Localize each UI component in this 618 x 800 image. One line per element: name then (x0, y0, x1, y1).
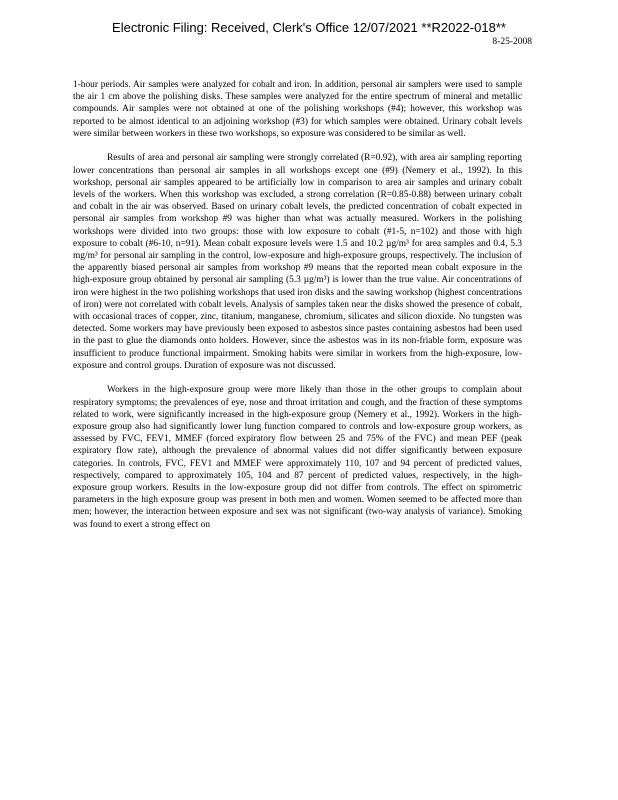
document-date: 8-25-2008 (492, 37, 532, 47)
document-body (73, 79, 522, 543)
paragraph-3: Workers in the high-exposure group were more likely than those in the other groups to complain about respiratory symptoms; the prevalences of eye, nose and throat irritation and cough, and the fraction of these symptoms related to work, were significantly increased in the high-exposure group (Nemery et al., 1992). Workers in the high-exposure group also had significantly lower lung function compared to controls and low-exposure group workers, as assessed by FVC, FEV1, MMEF (forced expiratory flow between 25 and 75% of the FVC) and mean PEF (peak expiratory flow rate), although the prevalence of abnormal values did not differ significantly between exposure categories. In controls, FVC, FEV1 and MMEF were approximately 110, 107 and 94 percent of predicted values, respectively, compared to approximately 105, 104 and 87 percent of predicted values, respectively, in the high-exposure group workers. Results in the low-exposure group did not differ from controls. The effect on spirometric parameters in the high exposure group was present in both men and women. Women seemed to be affected more than men; however, the interaction between exposure and sex was not significant (two-way analysis of variance). Smoking was found to exert a strong effect on (73, 385, 522, 530)
filing-header: Electronic Filing: Received, Clerk's Office 12/07/2021 **R2022-018** (112, 20, 506, 35)
paragraph-1: 1-hour periods. Air samples were analyzed for cobalt and iron. In addition, personal air samplers were used to sample the air 1 cm above the polishing disks. These samples were analyzed for the entire spectrum of mineral and metallic compounds. Air samples were not obtained at one of the polishing workshops (#4); however, this workshop was reported to be almost identical to an adjoining workshop (#3) for which samples were obtained. Urinary cobalt levels were similar between workers in these two workshops, so exposure was considered to be similar as well. (73, 80, 522, 139)
paragraph-2: Results of area and personal air sampling were strongly correlated (R=0.92), with area air sampling reporting lower concentrations than personal air samples in all workshops except one (#9) (Nemery et al., 1992). In this workshop, personal air samples appeared to be artificially low in comparison to area air samples and urinary cobalt levels of the workers. When this workshop was excluded, a strong correlation (R=0.85-0.88) between urinary cobalt and cobalt in the air was observed. Based on urinary cobalt levels, the predicted concentration of cobalt expected in personal air samples from workshop #9 was higher than what was actually measured. Workers in the polishing workshops were divided into two groups: those with low exposure to cobalt (#1-5, n=102) and those with high exposure to cobalt (#6-10, n=91). Mean cobalt exposure levels were 1.5 and 10.2 µg/m³ for area samples and 0.4, 5.3 mg/m³ for personal air sampling in the control, low-exposure and high-exposure groups, respectively. The inclusion of the apparently biased personal air samples from workshop #9 means that the reported mean cobalt exposure in the high-exposure group obtained by personal air sampling (5.3 µg/m³) is lower than the true value. Air concentrations of iron were highest in the two polishing workshops that used iron disks and the sawing workshop (highest concentrations of iron) were not correlated with cobalt levels. Analysis of samples taken near the disks showed the presence of cobalt, with occasional traces of copper, zinc, titanium, manganese, chromium, silicates and silicon dioxide. No tungsten was detected. Some workers may have previously been exposed to asbestos since pastes containing asbestos had been used in the past to glue the diamonds onto holders. However, since the asbestos was in its non-friable form, exposure was insufficient to produce functional impairment. Smoking habits were similar in workers from the high-exposure, low-exposure and control groups. Duration of exposure was not discussed. (73, 153, 522, 371)
